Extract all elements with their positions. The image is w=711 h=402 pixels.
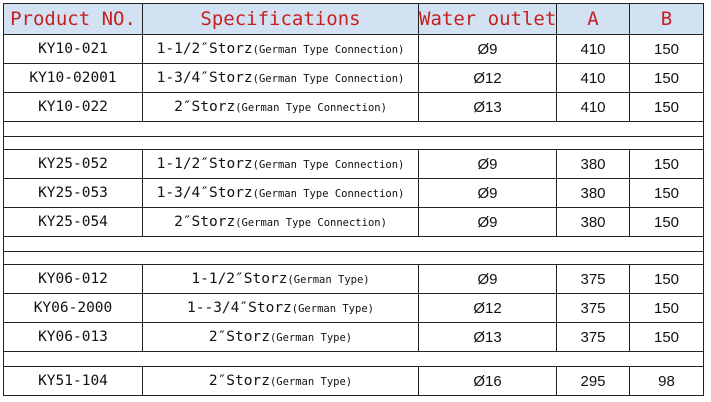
product-code: KY25-052 bbox=[4, 150, 143, 179]
separator-cell bbox=[4, 352, 704, 367]
product-code: KY06-012 bbox=[4, 265, 143, 294]
dimension-b: 98 bbox=[630, 367, 704, 396]
dimension-a: 375 bbox=[557, 323, 630, 352]
spec-size: 2″Storz bbox=[208, 329, 270, 345]
dimension-a: 410 bbox=[557, 35, 630, 64]
dimension-b: 150 bbox=[630, 35, 704, 64]
table-row bbox=[4, 179, 704, 208]
spec-size: 2″Storz bbox=[174, 99, 236, 115]
group-separator bbox=[4, 252, 704, 265]
specification bbox=[143, 150, 419, 179]
water-outlet: Ø13 bbox=[419, 93, 557, 122]
specification bbox=[143, 265, 419, 294]
product-code: KY10-022 bbox=[4, 93, 143, 122]
group-separator bbox=[4, 137, 704, 150]
separator-cell bbox=[4, 137, 704, 150]
spec-note: (German Type) bbox=[291, 303, 374, 315]
dimension-a: 380 bbox=[557, 150, 630, 179]
spec-size: 1-1/2″Storz bbox=[156, 156, 253, 172]
group-separator bbox=[4, 237, 704, 252]
dimension-a: 410 bbox=[557, 93, 630, 122]
header-water-outlet: Water outlet bbox=[419, 4, 557, 35]
specification bbox=[143, 367, 419, 396]
water-outlet: Ø9 bbox=[419, 265, 557, 294]
separator-cell bbox=[4, 252, 704, 265]
group-separator bbox=[4, 122, 704, 137]
product-code: KY10-02001 bbox=[4, 64, 143, 93]
table-row bbox=[4, 150, 704, 179]
spec-size: 1-3/4″Storz bbox=[156, 70, 253, 86]
product-code: KY25-054 bbox=[4, 208, 143, 237]
spec-size: 1-1/2″Storz bbox=[191, 271, 288, 287]
product-code: KY06-013 bbox=[4, 323, 143, 352]
header-specifications: Specifications bbox=[143, 4, 419, 35]
spec-size: 2″Storz bbox=[174, 214, 236, 230]
spec-size: 1--3/4″Storz bbox=[187, 300, 292, 316]
product-code: KY51-104 bbox=[4, 367, 143, 396]
water-outlet: Ø13 bbox=[419, 323, 557, 352]
specification bbox=[143, 323, 419, 352]
spec-size: 1-3/4″Storz bbox=[156, 185, 253, 201]
spec-size: 2″Storz bbox=[208, 373, 270, 389]
spec-note: (German Type Connection) bbox=[252, 73, 405, 85]
specification bbox=[143, 208, 419, 237]
separator-cell bbox=[4, 237, 704, 252]
spec-note: (German Type Connection) bbox=[252, 188, 405, 200]
table-row bbox=[4, 323, 704, 352]
table-row bbox=[4, 367, 704, 396]
dimension-b: 150 bbox=[630, 208, 704, 237]
header-product-no: Product NO. bbox=[4, 4, 143, 35]
table-row bbox=[4, 265, 704, 294]
water-outlet: Ø9 bbox=[419, 35, 557, 64]
table-row bbox=[4, 35, 704, 64]
dimension-b: 150 bbox=[630, 93, 704, 122]
spec-note: (German Type Connection) bbox=[252, 44, 405, 56]
table-row bbox=[4, 64, 704, 93]
product-code: KY10-021 bbox=[4, 35, 143, 64]
table-row bbox=[4, 208, 704, 237]
spec-note: (German Type) bbox=[269, 376, 353, 388]
dimension-b: 150 bbox=[630, 150, 704, 179]
dimension-a: 375 bbox=[557, 294, 630, 323]
product-code: KY06-2000 bbox=[4, 294, 143, 323]
dimension-a: 380 bbox=[557, 208, 630, 237]
water-outlet: Ø9 bbox=[419, 150, 557, 179]
header-b: B bbox=[630, 4, 704, 35]
spec-note: (German Type Connection) bbox=[235, 217, 387, 229]
dimension-b: 150 bbox=[630, 265, 704, 294]
specification bbox=[143, 93, 419, 122]
dimension-b: 150 bbox=[630, 64, 704, 93]
dimension-a: 410 bbox=[557, 64, 630, 93]
specification bbox=[143, 179, 419, 208]
specification bbox=[143, 294, 419, 323]
header-a: A bbox=[557, 4, 630, 35]
water-outlet: Ø9 bbox=[419, 179, 557, 208]
spec-note: (German Type Connection) bbox=[252, 159, 405, 171]
spec-note: (German Type) bbox=[269, 332, 353, 344]
specification bbox=[143, 64, 419, 93]
dimension-a: 380 bbox=[557, 179, 630, 208]
header-row bbox=[4, 4, 704, 35]
table-row bbox=[4, 294, 704, 323]
water-outlet: Ø9 bbox=[419, 208, 557, 237]
water-outlet: Ø16 bbox=[419, 367, 557, 396]
separator-cell bbox=[4, 122, 704, 137]
spec-sheet bbox=[3, 3, 703, 396]
dimension-a: 375 bbox=[557, 265, 630, 294]
dimension-b: 150 bbox=[630, 179, 704, 208]
spec-size: 1-1/2″Storz bbox=[156, 41, 253, 57]
product-spec-table bbox=[3, 3, 704, 396]
dimension-b: 150 bbox=[630, 323, 704, 352]
dimension-a: 295 bbox=[557, 367, 630, 396]
specification bbox=[143, 35, 419, 64]
spec-note: (German Type) bbox=[287, 274, 370, 286]
water-outlet: Ø12 bbox=[419, 64, 557, 93]
product-code: KY25-053 bbox=[4, 179, 143, 208]
water-outlet: Ø12 bbox=[419, 294, 557, 323]
table-row bbox=[4, 93, 704, 122]
spec-note: (German Type Connection) bbox=[235, 102, 387, 114]
dimension-b: 150 bbox=[630, 294, 704, 323]
group-separator bbox=[4, 352, 704, 367]
